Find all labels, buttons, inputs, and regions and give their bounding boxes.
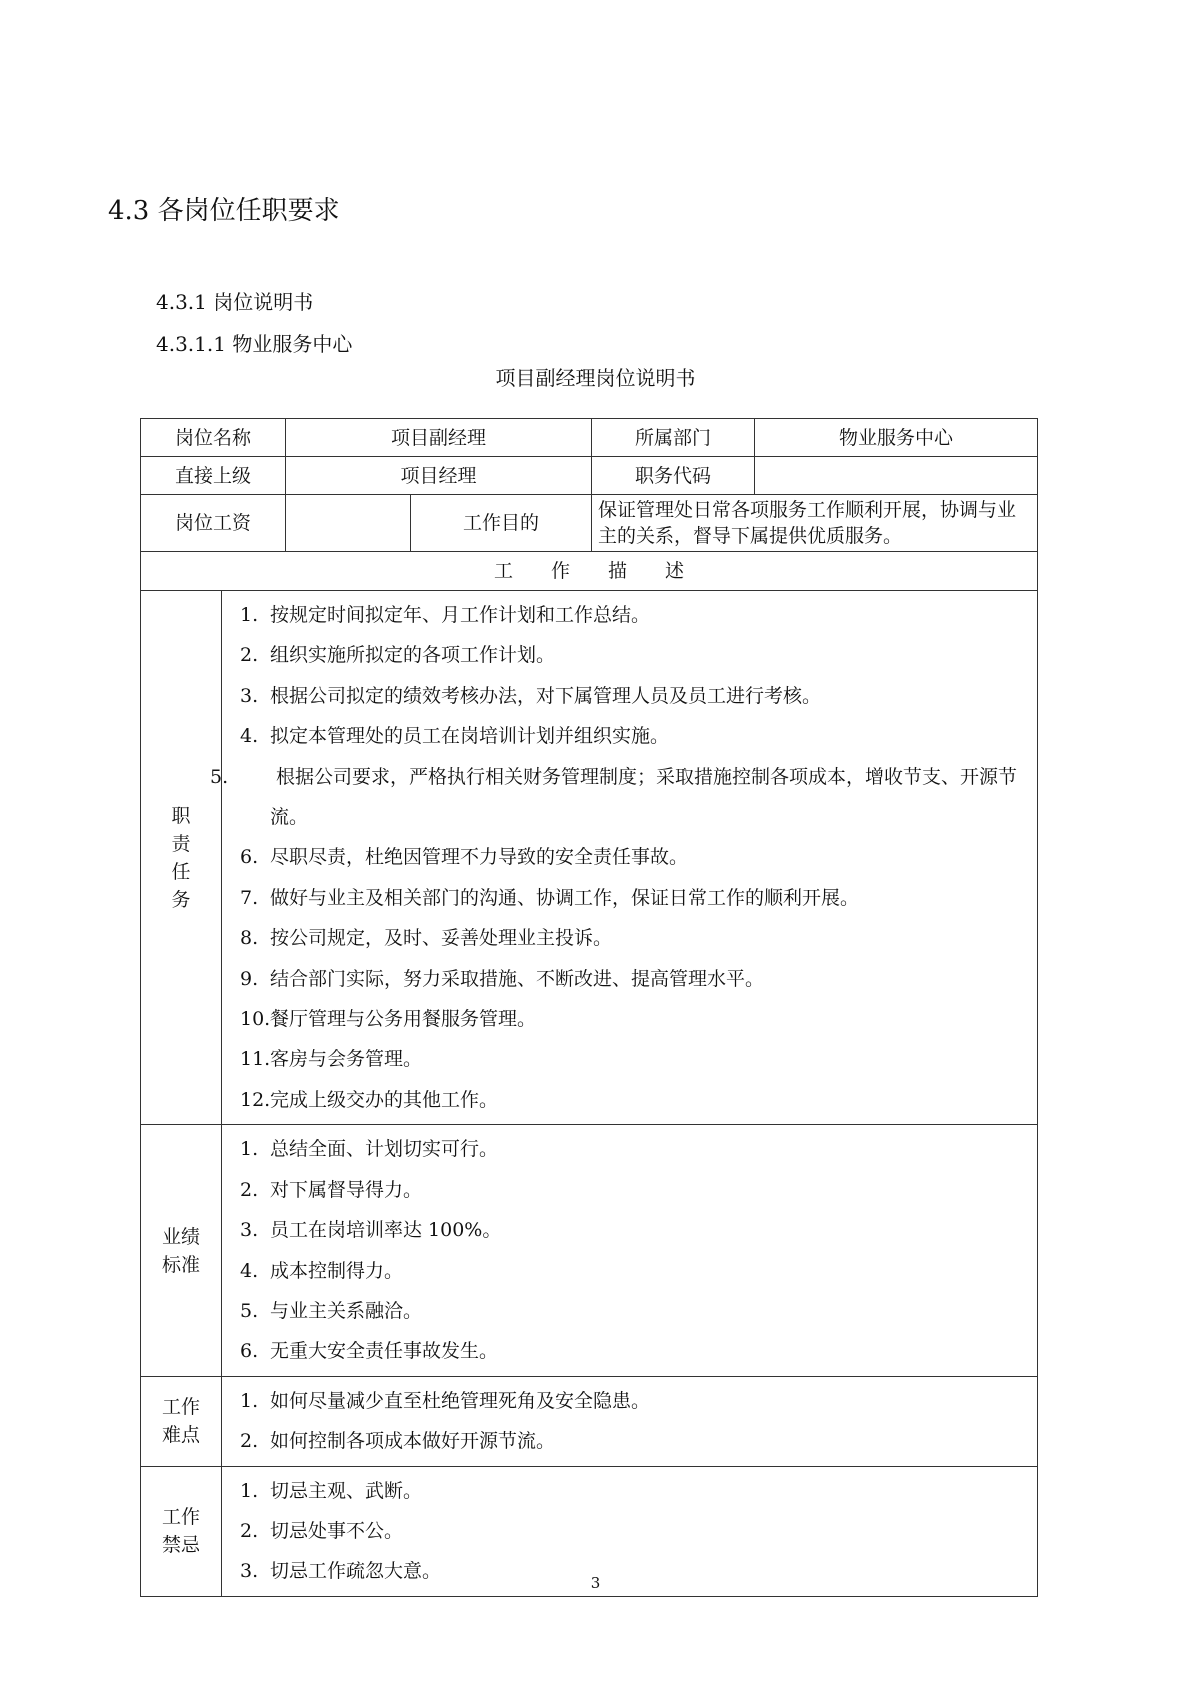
item-text: 与业主关系融洽。 <box>270 1299 423 1322</box>
section-row <box>141 1125 1038 1376</box>
list-item <box>222 635 1037 675</box>
item-number: 2. <box>240 1519 259 1542</box>
item-number: 2. <box>240 644 259 667</box>
item-text: 对下属督导得力。 <box>270 1178 423 1201</box>
item-number: 2. <box>240 1178 259 1201</box>
list-item <box>222 1381 1037 1421</box>
item-number: 1. <box>240 1389 259 1412</box>
item-number: 3. <box>240 1219 259 1242</box>
position-label: 岗位名称 <box>141 419 286 457</box>
code-value <box>755 457 1038 495</box>
item-text: 组织实施所拟定的各项工作计划。 <box>270 644 556 667</box>
list-item <box>222 1251 1037 1291</box>
code-label: 职务代码 <box>592 457 755 495</box>
item-text: 切忌工作疏忽大意。 <box>270 1560 442 1583</box>
item-number: 10. <box>240 1008 271 1031</box>
list-item <box>222 837 1037 877</box>
list-item <box>222 1080 1037 1120</box>
item-text: 拟定本管理处的员工在岗培训计划并组织实施。 <box>270 725 670 748</box>
section-label: 职 责 任 务 <box>141 591 222 1125</box>
item-number: 3. <box>240 684 259 707</box>
item-text: 按公司规定，及时、妥善处理业主投诉。 <box>270 927 613 950</box>
item-text: 客房与会务管理。 <box>270 1048 423 1071</box>
salary-label: 岗位工资 <box>141 495 286 552</box>
list-item <box>222 1129 1037 1169</box>
table-row <box>141 552 1038 591</box>
item-number: 8. <box>240 927 259 950</box>
item-number: 9. <box>240 967 259 990</box>
section-items <box>210 591 1038 1125</box>
subsubsection-heading: 4.3.1.1 物业服务中心 <box>156 332 353 356</box>
list-item <box>222 1511 1037 1551</box>
list-item <box>222 959 1037 999</box>
list-item <box>222 1471 1037 1511</box>
section-items <box>222 1125 1038 1376</box>
item-text: 切忌主观、武断。 <box>270 1479 423 1502</box>
item-number: 1. <box>240 604 259 626</box>
work-description-header: 工 作 描 述 <box>141 552 1038 591</box>
item-text: 员工在岗培训率达 100%。 <box>270 1219 502 1242</box>
table-row <box>141 495 1038 552</box>
item-text: 完成上级交办的其他工作。 <box>270 1088 499 1111</box>
section-items <box>222 1376 1038 1466</box>
section-label: 工作 难点 <box>141 1376 222 1466</box>
list-item <box>222 1039 1037 1079</box>
purpose-value: 保证管理处日常各项服务工作顺利开展，协调与业主的关系，督导下属提供优质服务。 <box>592 495 1038 552</box>
item-number: 5. <box>240 1299 259 1322</box>
dept-label: 所属部门 <box>592 419 755 457</box>
subsection-heading: 4.3.1 岗位说明书 <box>156 290 314 314</box>
list-item <box>222 595 1037 635</box>
page-number: 3 <box>590 1574 601 1592</box>
item-number: 7. <box>240 886 259 909</box>
position-value: 项目副经理 <box>286 419 592 457</box>
list-item <box>210 757 1037 838</box>
item-text: 餐厅管理与公务用餐服务管理。 <box>270 1008 537 1031</box>
item-text: 切忌处事不公。 <box>270 1519 404 1542</box>
item-text: 结合部门实际，努力采取措施、不断改进、提高管理水平。 <box>270 967 765 990</box>
item-number: 2. <box>240 1430 259 1453</box>
list-item <box>222 999 1037 1039</box>
item-text: 按规定时间拟定年、月工作计划和工作总结。 <box>270 604 651 626</box>
list-item <box>222 676 1037 716</box>
section-row <box>141 1376 1038 1466</box>
item-number: 6. <box>240 846 259 869</box>
item-number: 4. <box>240 725 259 748</box>
dept-value: 物业服务中心 <box>755 419 1038 457</box>
item-number: 4. <box>240 1259 259 1282</box>
superior-label: 直接上级 <box>141 457 286 495</box>
item-number: 1. <box>240 1479 259 1502</box>
salary-value <box>286 495 411 552</box>
item-number: 11. <box>240 1048 271 1071</box>
job-description-table <box>140 418 1038 1597</box>
item-number: 12. <box>240 1088 271 1111</box>
item-number: 5. <box>210 765 229 788</box>
list-item <box>222 716 1037 756</box>
item-text: 尽职尽责，杜绝因管理不力导致的安全责任事故。 <box>270 846 689 869</box>
list-item <box>222 1210 1037 1250</box>
item-text: 根据公司要求，严格执行相关财务管理制度；采取措施控制各项成本，增收节支、开源节流。 <box>270 765 1018 829</box>
table-row <box>141 419 1038 457</box>
superior-value: 项目经理 <box>286 457 592 495</box>
list-item <box>222 1291 1037 1331</box>
list-item <box>222 1331 1037 1371</box>
list-item <box>222 1170 1037 1210</box>
item-text: 做好与业主及相关部门的沟通、协调工作，保证日常工作的顺利开展。 <box>270 886 860 909</box>
item-number: 3. <box>240 1560 259 1583</box>
item-text: 根据公司拟定的绩效考核办法，对下属管理人员及员工进行考核。 <box>270 684 822 707</box>
item-number: 6. <box>240 1340 259 1363</box>
table-row <box>141 457 1038 495</box>
list-item <box>222 878 1037 918</box>
item-text: 总结全面、计划切实可行。 <box>270 1138 499 1161</box>
document-title: 项目副经理岗位说明书 <box>495 366 696 390</box>
section-row <box>141 591 1038 1125</box>
item-text: 成本控制得力。 <box>270 1259 404 1282</box>
list-item <box>222 918 1037 958</box>
section-label: 业绩 标准 <box>141 1125 222 1376</box>
list-item <box>222 1421 1037 1461</box>
item-text: 无重大安全责任事故发生。 <box>270 1340 499 1363</box>
item-number: 1. <box>240 1138 259 1161</box>
item-text: 如何控制各项成本做好开源节流。 <box>270 1430 556 1453</box>
item-text: 如何尽量减少直至杜绝管理死角及安全隐患。 <box>270 1389 651 1412</box>
section-label: 工作 禁忌 <box>141 1466 222 1596</box>
purpose-label: 工作目的 <box>411 495 592 552</box>
section-heading: 4.3 各岗位任职要求 <box>108 196 340 226</box>
